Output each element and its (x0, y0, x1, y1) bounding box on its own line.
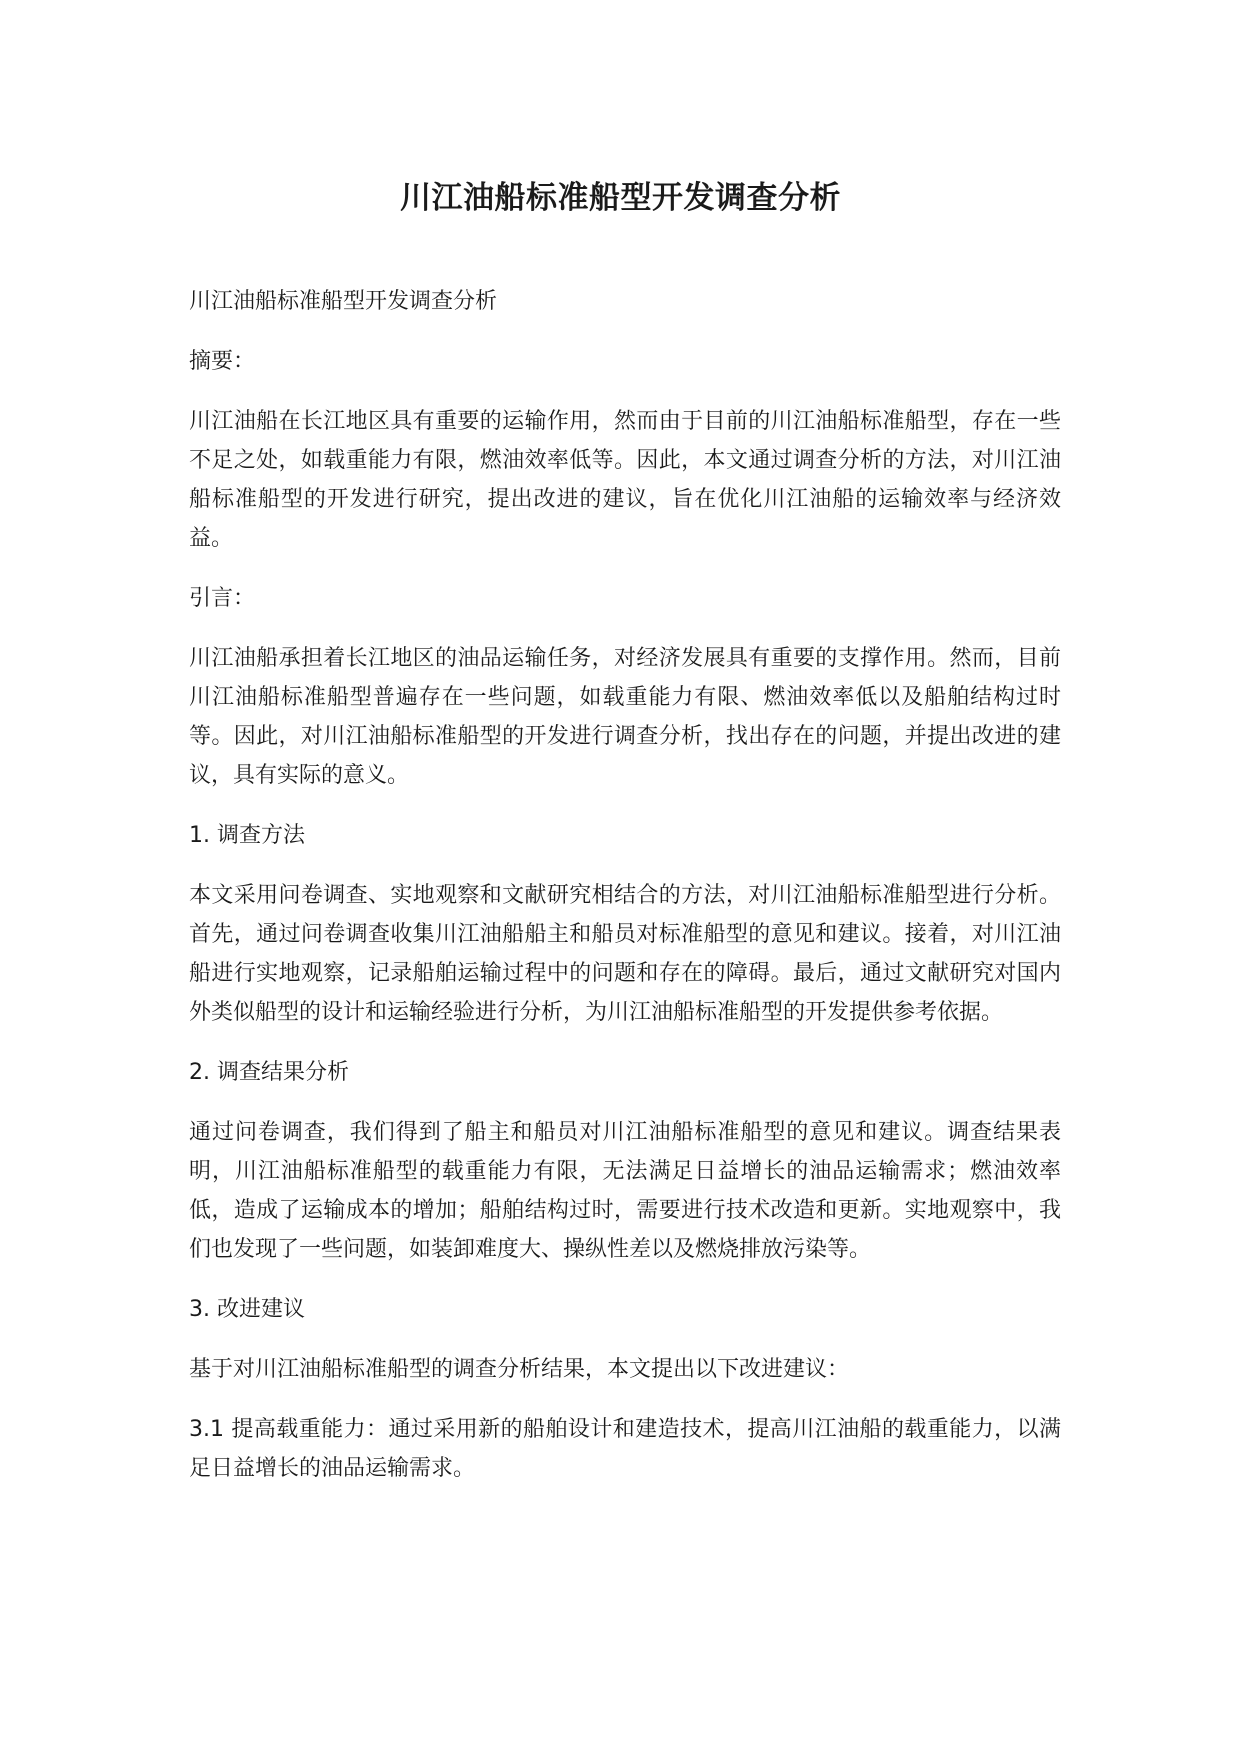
section-3-heading: 3. 改进建议 (189, 1297, 305, 1322)
section-1-paragraph: 本文采用问卷调查、实地观察和文献研究相结合的方法，对川江油船标准船型进行分析。首先，通过问卷调查收集川江油船船主和船员对标准船型的意见和建议。接着，对川江油船进行实地观察，记录船舶运输过程中的问题和存在的障碍。最后，通过文献研究对国内外类似船型的设计和运输经验进行分析，为川江油船标准船型的开发提供参考依据。 (189, 883, 1061, 1025)
section-1-heading: 1. 调查方法 (189, 823, 305, 848)
document-title: 川江油船标准船型开发调查分析 (400, 180, 841, 216)
introduction-paragraph: 川江油船承担着长江地区的油品运输任务，对经济发展具有重要的支撑作用。然而，目前川江油船标准船型普遍存在一些问题，如载重能力有限、燃油效率低以及船舶结构过时等。因此，对川江油船标准船型的开发进行调查分析，找出存在的问题，并提出改进的建议，具有实际的意义。 (189, 646, 1061, 788)
section-2-paragraph: 通过问卷调查，我们得到了船主和船员对川江油船标准船型的意见和建议。调查结果表明，川江油船标准船型的载重能力有限，无法满足日益增长的油品运输需求；燃油效率低，造成了运输成本的增加；船舶结构过时，需要进行技术改造和更新。实地观察中，我们也发现了一些问题，如装卸难度大、操纵性差以及燃烧排放污染等。 (189, 1120, 1061, 1262)
section-2-heading: 2. 调查结果分析 (189, 1060, 349, 1085)
subtitle-paragraph: 川江油船标准船型开发调查分析 (189, 289, 498, 314)
abstract-paragraph: 川江油船在长江地区具有重要的运输作用，然而由于目前的川江油船标准船型，存在一些不足之处，如载重能力有限，燃油效率低等。因此，本文通过调查分析的方法，对川江油船标准船型的开发进行研究，提出改进的建议，旨在优化川江油船的运输效率与经济效益。 (189, 409, 1061, 551)
introduction-heading: 引言： (189, 586, 256, 611)
section-3-intro-paragraph: 基于对川江油船标准船型的调查分析结果，本文提出以下改进建议： (189, 1357, 850, 1382)
document-body (189, 282, 1061, 1509)
section-3-1-paragraph: 3.1 提高载重能力：通过采用新的船舶设计和建造技术，提高川江油船的载重能力，以满足日益增长的油品运输需求。 (189, 1417, 1061, 1481)
abstract-heading: 摘要： (189, 349, 256, 374)
